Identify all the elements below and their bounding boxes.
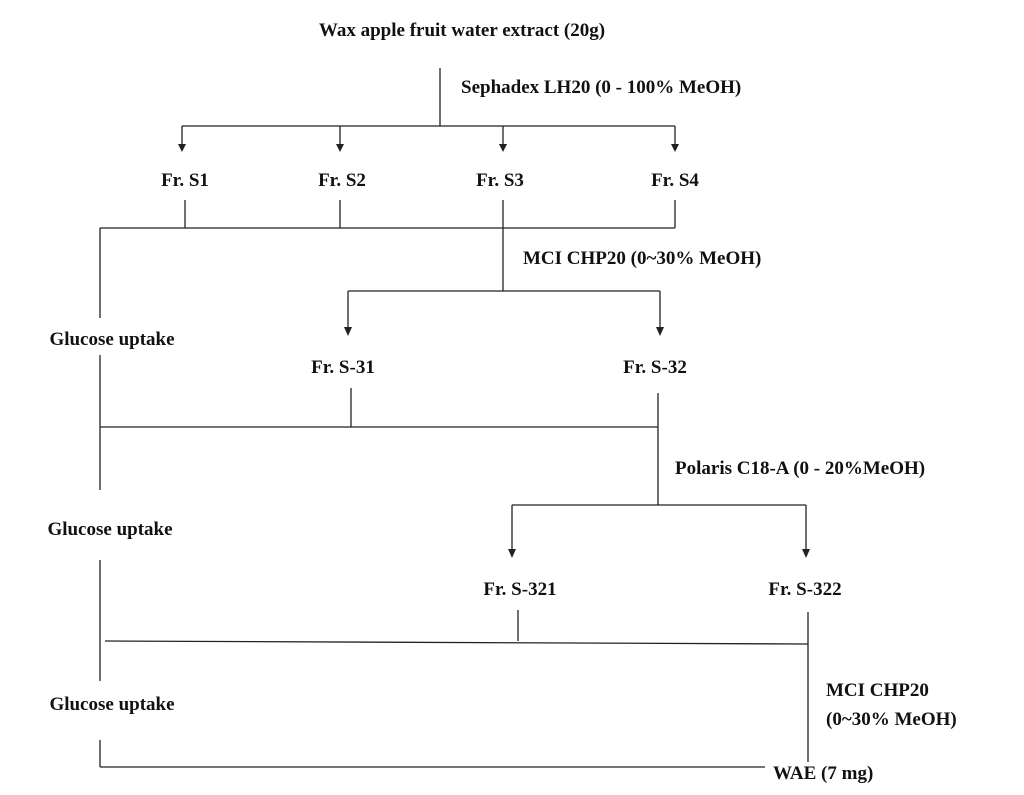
arrowhead — [499, 144, 507, 152]
arrowhead — [656, 327, 664, 336]
assay-glucose-uptake-2: Glucose uptake — [47, 519, 173, 540]
fraction-s3: Fr. S3 — [476, 170, 524, 191]
arrowhead — [178, 144, 186, 152]
step-mci-final-label-1: MCI CHP20 — [826, 680, 929, 701]
result-wae: WAE (7 mg) — [773, 763, 874, 784]
arrowhead — [344, 327, 352, 336]
fraction-s322: Fr. S-322 — [768, 579, 842, 600]
arrowhead — [336, 144, 344, 152]
arrowhead — [508, 549, 516, 558]
step-mci-final-label-2: (0~30% MeOH) — [826, 709, 957, 730]
assay-glucose-uptake-3: Glucose uptake — [49, 694, 175, 715]
assay-glucose-uptake-1: Glucose uptake — [49, 329, 175, 350]
fraction-s2: Fr. S2 — [318, 170, 366, 191]
fraction-s32: Fr. S-32 — [623, 357, 687, 378]
connector — [105, 641, 808, 644]
step-polaris-label: Polaris C18-A (0 - 20%MeOH) — [675, 458, 926, 479]
fraction-s321: Fr. S-321 — [483, 579, 557, 600]
fraction-s31: Fr. S-31 — [311, 357, 375, 378]
step-sephadex-label: Sephadex LH20 (0 - 100% MeOH) — [461, 77, 742, 98]
fraction-s4: Fr. S4 — [651, 170, 699, 191]
arrowhead — [671, 144, 679, 152]
extract-title: Wax apple fruit water extract (20g) — [318, 20, 606, 41]
step-mci-label: MCI CHP20 (0~30% MeOH) — [523, 248, 762, 269]
arrowhead — [802, 549, 810, 558]
fraction-s1: Fr. S1 — [161, 170, 209, 191]
